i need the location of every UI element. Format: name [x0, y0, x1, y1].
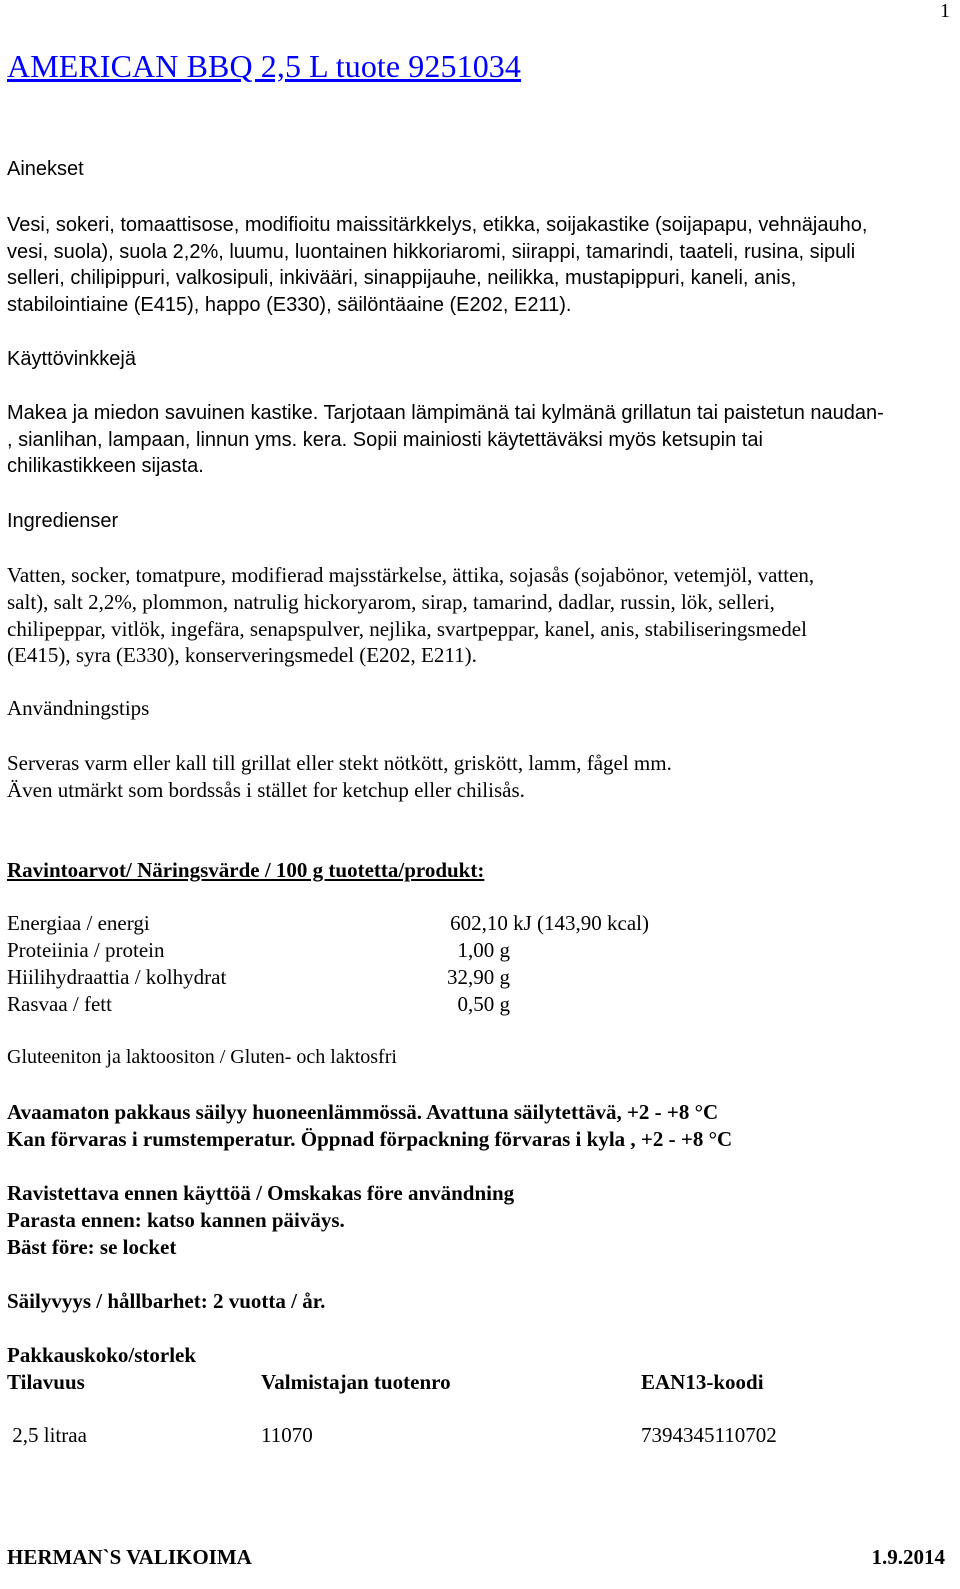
text-line: chilikastikkeen sijasta.	[7, 455, 204, 477]
heading-ingredienser: Ingredienser	[7, 510, 119, 532]
storage-line-fi: Avaamaton pakkaus säilyy huoneenlämmössä. Avattuna säilytettävä, +2 - +8 °C	[7, 1100, 719, 1124]
nutrition-value-energy: 602,10 kJ (143,90 kcal)	[450, 911, 649, 935]
storage-line-sv: Kan förvaras i rumstemperatur. Öppnad förpackning förvaras i kyla , +2 - +8 °C	[7, 1127, 733, 1151]
text-line: salt), salt 2,2%, plommon, natrulig hickoryarom, sirap, tamarind, dadlar, russin, lök, selleri,	[7, 589, 775, 614]
nutrition-label-protein: Proteiinia / protein	[7, 938, 165, 962]
nutrition-label-carbohydrate: Hiilihydraattia / kolhydrat	[7, 965, 227, 989]
shake-note: Ravistettava ennen käyttöä / Omskakas före användning	[7, 1181, 515, 1205]
package-heading: Pakkauskoko/storlek	[7, 1343, 197, 1367]
package-col-volume: Tilavuus	[7, 1370, 85, 1394]
text-line: Även utmärkt som bordssås i stället for ketchup eller chilisås.	[7, 777, 525, 802]
best-before-sv: Bäst före: se locket	[7, 1235, 177, 1259]
paragraph-kayttovinkkeja	[7, 400, 947, 480]
text-line: chilipeppar, vitlök, ingefära, senapspulver, nejlika, svartpeppar, kanel, anis, stabiliseringsmedel	[7, 616, 807, 641]
page-title[interactable]: AMERICAN BBQ 2,5 L tuote 9251034	[7, 48, 522, 84]
package-cell-ean: 7394345110702	[641, 1423, 777, 1447]
nutrition-value-fat: 0,50 g	[457, 992, 510, 1016]
text-line: Vatten, socker, tomatpure, modifierad majsstärkelse, ättika, sojasås (sojabönor, vetemjöl, vatten,	[7, 563, 815, 587]
page-number: 1	[940, 0, 950, 22]
nutrition-label-fat: Rasvaa / fett	[7, 992, 112, 1016]
package-col-ean: EAN13-koodi	[641, 1370, 764, 1394]
package-cell-product-no: 11070	[261, 1423, 313, 1447]
paragraph-ainekset	[7, 212, 947, 318]
paragraph-anvandningstips	[7, 750, 947, 804]
text-line: Makea ja miedon savuinen kastike. Tarjotaan lämpimänä tai kylmänä grillatun tai paistetun naudan-	[7, 402, 884, 424]
footer-brand: HERMAN`S VALIKOIMA	[7, 1545, 252, 1569]
text-line: Vesi, sokeri, tomaattisose, modifioitu maissitärkkelys, etikka, soijakastike (soijapapu, vehnäjauho,	[7, 214, 868, 236]
nutrition-label-energy: Energiaa / energi	[7, 911, 150, 935]
nutrition-value-carbohydrate: 32,90 g	[447, 965, 510, 989]
footer-date: 1.9.2014	[871, 1545, 945, 1569]
shelf-life: Säilyvyys / hållbarhet: 2 vuotta / år.	[7, 1289, 326, 1313]
package-cell-volume: 2,5 litraa	[7, 1423, 87, 1447]
text-line: selleri, chilipippuri, valkosipuli, inkivääri, sinappijauhe, neilikka, mustapippuri, kaneli, anis,	[7, 267, 797, 289]
text-line: Serveras varm eller kall till grillat eller stekt nötkött, griskött, lamm, fågel mm.	[7, 751, 672, 775]
heading-ainekset: Ainekset	[7, 158, 84, 180]
text-line: stabilointiaine (E415), happo (E330), säilöntäaine (E202, E211).	[7, 293, 572, 316]
nutrition-value-protein: 1,00 g	[457, 938, 510, 962]
nutrition-heading: Ravintoarvot/ Näringsvärde / 100 g tuotetta/produkt:	[7, 858, 485, 882]
package-col-product-no: Valmistajan tuotenro	[261, 1370, 451, 1394]
paragraph-ingredienser	[7, 562, 947, 669]
text-line: vesi, suola), suola 2,2%, luumu, luontainen hikkoriaromi, siirappi, tamarindi, taateli, rusina, sipuli	[7, 240, 856, 263]
text-line: (E415), syra (E330), konserveringsmedel (E202, E211).	[7, 643, 477, 668]
best-before-fi: Parasta ennen: katso kannen päiväys.	[7, 1208, 345, 1232]
gluten-lactose-note: Gluteeniton ja laktoositon / Gluten- och laktosfri	[7, 1046, 397, 1068]
heading-kayttovinkkeja: Käyttövinkkejä	[7, 348, 136, 370]
text-line: , sianlihan, lampaan, linnun yms. kera. Sopii mainiosti käytettäväksi myös ketsupin tai	[7, 428, 763, 451]
heading-anvandningstips: Användningstips	[7, 696, 150, 720]
